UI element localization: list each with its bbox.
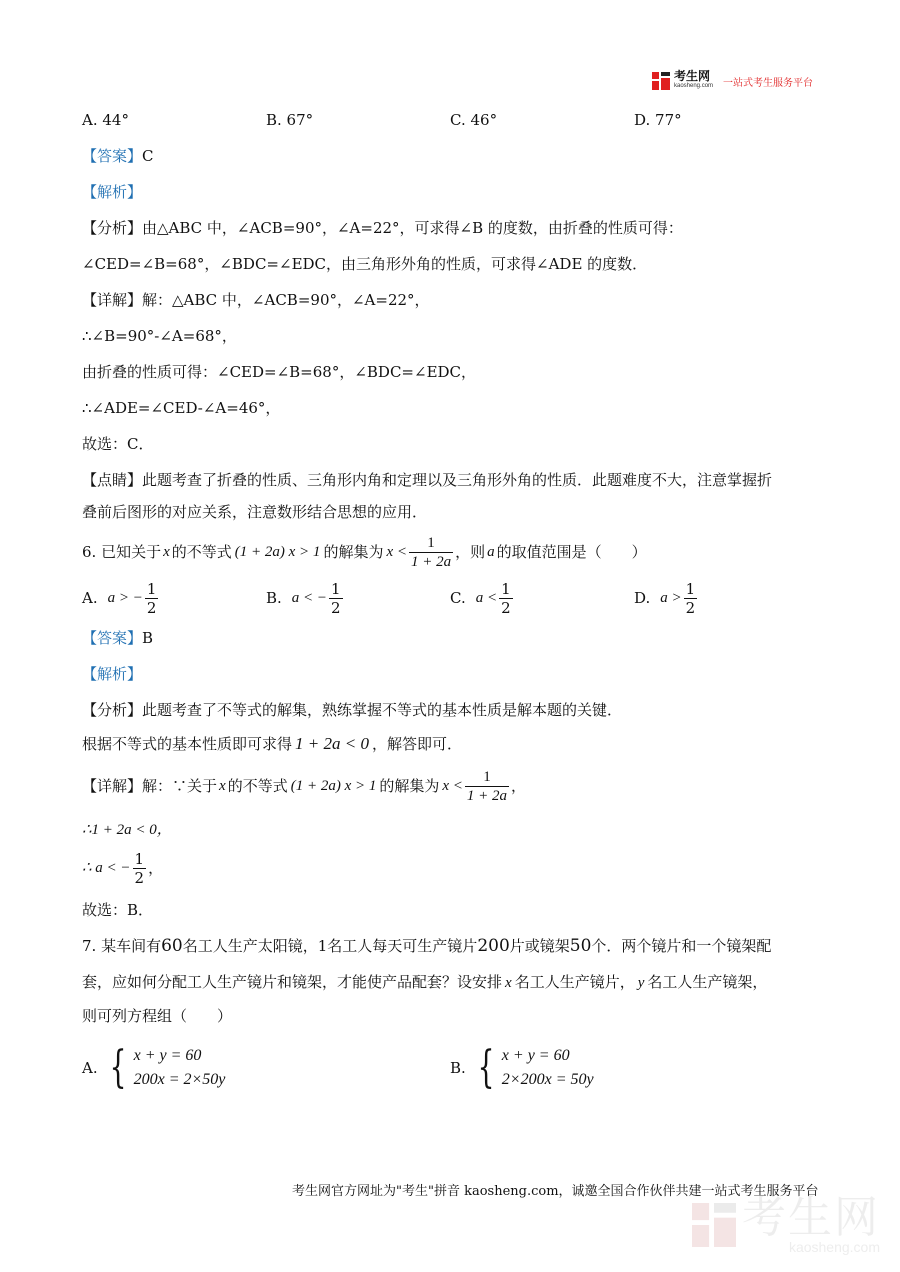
- logo-domain-text: kaosheng.com: [674, 83, 714, 89]
- q5-detail-line2: ∴∠B=90°-∠A=68°，: [82, 327, 237, 345]
- q7-text: 7. 某车间有: [82, 937, 162, 955]
- comment-tag: 【点睛】: [82, 471, 143, 489]
- q6-detail-step3: [82, 848, 163, 888]
- q7-text: 名工人生产镜架，: [647, 973, 768, 991]
- answer-value: C: [142, 147, 154, 165]
- q5-detail-line4: ∴∠ADE=∠CED-∠A=46°，: [82, 399, 281, 417]
- detail-text-end: ，: [511, 777, 527, 795]
- equation-row: 2×200x = 50y: [501, 1071, 594, 1088]
- q5-fenxi-line2: ∠CED=∠B=68°，∠BDC=∠EDC，由三角形外角的性质，可求得∠ADE 的度数．: [82, 255, 648, 273]
- equation-row: x + y = 60: [133, 1047, 202, 1064]
- option-label: B.: [266, 589, 282, 607]
- q5-detail-line1: [82, 290, 430, 310]
- option-lhs: a <: [475, 590, 498, 606]
- fraction-numerator: 1: [427, 534, 435, 551]
- fraction-numerator: 1: [483, 768, 491, 785]
- q5-answer: [82, 146, 154, 166]
- fraction-numerator: 1: [146, 579, 157, 598]
- q7-option-a: [82, 1040, 225, 1096]
- fraction-denominator: 2: [146, 598, 157, 617]
- fraction-denominator: 2: [685, 598, 696, 617]
- var-x: x: [163, 544, 170, 560]
- var-y: y: [637, 975, 645, 991]
- kaosheng-logo-icon: [652, 72, 670, 90]
- option-fraction: [145, 580, 159, 617]
- answer-tag: 【答案】: [82, 147, 143, 165]
- q5-fenxi-line1: [82, 218, 683, 238]
- option-lhs: a < −: [291, 590, 328, 606]
- option-lhs: a > −: [107, 590, 143, 606]
- watermark-sub: kaosheng.com: [788, 1239, 880, 1255]
- logo-main-text: 考生网: [674, 69, 711, 83]
- q6-stem: [82, 532, 647, 572]
- q7-stem-line3: 则可列方程组（ ）: [82, 1007, 233, 1025]
- q5-option-b: B. 67°: [266, 111, 314, 129]
- q6-detail-step2: ∴1 + 2a < 0，: [82, 822, 172, 838]
- q6-fenxi-line1: [82, 700, 622, 720]
- option-label: C.: [450, 589, 466, 607]
- watermark-main: 考生网: [742, 1193, 880, 1242]
- fraction-denominator: 1 + 2a: [466, 787, 508, 804]
- option-fraction: [684, 580, 698, 617]
- fraction-denominator: 2: [134, 868, 145, 887]
- fraction-denominator: 2: [331, 598, 341, 617]
- q7-number: 50: [569, 936, 592, 956]
- q6-inequality: (1 + 2a) x > 1: [234, 544, 321, 560]
- q6-final: 故选：B．: [82, 901, 154, 919]
- fraction-numerator: 1: [685, 579, 696, 598]
- equation-row: x + y = 60: [501, 1047, 570, 1064]
- q7-option-b: [450, 1040, 594, 1096]
- q6-solution-lhs: x <: [386, 544, 407, 560]
- var-x: x: [505, 975, 512, 991]
- comment-text: 此题考查了折叠的性质、三角形内角和定理以及三角形外角的性质．此题难度不大，注意掌握折: [142, 471, 773, 489]
- fenxi-text: 根据不等式的基本性质即可求得: [82, 735, 293, 753]
- option-label: B.: [450, 1059, 466, 1077]
- q7-number: 1: [317, 937, 328, 955]
- fenxi-expression: 1 + 2a < 0: [295, 734, 369, 753]
- fraction-numerator: 1: [501, 579, 511, 598]
- step3-lhs: ∴ a < −: [82, 860, 131, 876]
- fraction-numerator: 1: [134, 849, 145, 868]
- q7-number: 60: [161, 936, 183, 956]
- header-logo: [652, 70, 813, 92]
- watermark-logo-icon: [692, 1203, 736, 1247]
- brace-icon: {: [109, 1042, 127, 1093]
- q6-fenxi-line2: [82, 734, 462, 754]
- q7-text: 片或镜架: [509, 937, 570, 955]
- q5-comment-line1: [82, 470, 772, 490]
- q5-option-d: D. 77°: [634, 111, 682, 129]
- watermark: [692, 1193, 880, 1255]
- var-x: x: [219, 778, 226, 794]
- step3-end: ，: [148, 859, 164, 877]
- equation-row: 200x = 2×50y: [133, 1071, 226, 1088]
- equation-system: [104, 1044, 226, 1092]
- answer-tag: 【答案】: [82, 629, 143, 647]
- detail-text: 解：△ABC 中，∠ACB=90°，∠A=22°，: [142, 291, 430, 309]
- step3-fraction: [133, 850, 147, 887]
- header-slogan: 一站式考生服务平台: [723, 77, 814, 89]
- fenxi-tag: 【分析】: [82, 701, 143, 719]
- detail-solution-lhs: x <: [442, 778, 463, 794]
- fenxi-tag: 【分析】: [82, 219, 143, 237]
- fenxi-text: 此题考查了不等式的解集，熟练掌握不等式的基本性质是解本题的关键．: [142, 701, 623, 719]
- q5-analysis-tag: 【解析】: [82, 183, 143, 201]
- q6-answer: [82, 628, 153, 648]
- q6-option-d: [634, 578, 699, 618]
- q5-comment-line2: 叠前后图形的对应关系，注意数形结合思想的应用．: [82, 503, 428, 521]
- q6-solution-fraction: [409, 534, 453, 571]
- footer-text: 考生网官方网址为"考生"拼音 kaosheng.com，诚邀全国合作伙伴共建一站式考生服务平台: [292, 1184, 819, 1199]
- detail-tag: 【详解】: [82, 777, 143, 795]
- q7-stem-line1: [82, 936, 771, 956]
- q6-stem-text-d: ，则: [455, 543, 486, 561]
- option-label: A.: [82, 1059, 98, 1077]
- q7-text: 名工人生产镜片，: [514, 973, 635, 991]
- q5-option-c: C. 46°: [450, 111, 498, 129]
- q5-detail-line5: 故选：C．: [82, 435, 154, 453]
- option-label: A.: [82, 589, 98, 607]
- q6-option-a: [82, 578, 160, 618]
- detail-inequality: (1 + 2a) x > 1: [290, 778, 377, 794]
- detail-text-b: 的不等式: [227, 777, 288, 795]
- q7-text: 个．两个镜片和一个镜架配: [591, 937, 772, 955]
- option-lhs: a >: [660, 590, 682, 606]
- answer-value: B: [142, 629, 154, 647]
- equation-system: [472, 1044, 594, 1092]
- fraction-denominator: 2: [501, 598, 511, 617]
- fenxi-text-end: ，解答即可．: [371, 735, 462, 753]
- detail-solution-fraction: [465, 768, 509, 805]
- q7-number: 200: [477, 936, 510, 956]
- fraction-numerator: 1: [331, 579, 341, 598]
- fraction-denominator: 1 + 2a: [410, 553, 452, 570]
- var-a: a: [487, 544, 495, 560]
- q6-stem-text-a: 6. 已知关于: [82, 543, 162, 561]
- q5-detail-line3: 由折叠的性质可得：∠CED=∠B=68°，∠BDC=∠EDC，: [82, 363, 477, 381]
- q6-detail-line1: [82, 766, 526, 806]
- option-fraction: [329, 580, 343, 617]
- detail-text-a: 解：∵关于: [142, 777, 218, 795]
- q7-stem-line2: [82, 972, 767, 993]
- brace-icon: {: [477, 1042, 495, 1093]
- q6-analysis-tag: 【解析】: [82, 665, 143, 683]
- q6-stem-text-e: 的取值范围是（ ）: [496, 543, 647, 561]
- q6-stem-text-c: 的解集为: [323, 543, 384, 561]
- detail-tag: 【详解】: [82, 291, 143, 309]
- q6-option-c: [450, 578, 515, 618]
- q6-option-b: [266, 578, 345, 618]
- q7-text: 名工人每天可生产镜片: [327, 937, 478, 955]
- detail-text-c: 的解集为: [379, 777, 440, 795]
- q5-option-a: A. 44°: [82, 111, 129, 129]
- fenxi-text: 由△ABC 中，∠ACB=90°，∠A=22°，可求得∠B 的度数，由折叠的性质可得：: [142, 219, 683, 237]
- q7-text: 套，应如何分配工人生产镜片和镜架，才能使产品配套？设安排: [82, 973, 503, 991]
- q6-stem-text-b: 的不等式: [171, 543, 232, 561]
- q7-text: 名工人生产太阳镜，: [182, 937, 318, 955]
- option-fraction: [499, 580, 513, 617]
- option-label: D.: [634, 589, 651, 607]
